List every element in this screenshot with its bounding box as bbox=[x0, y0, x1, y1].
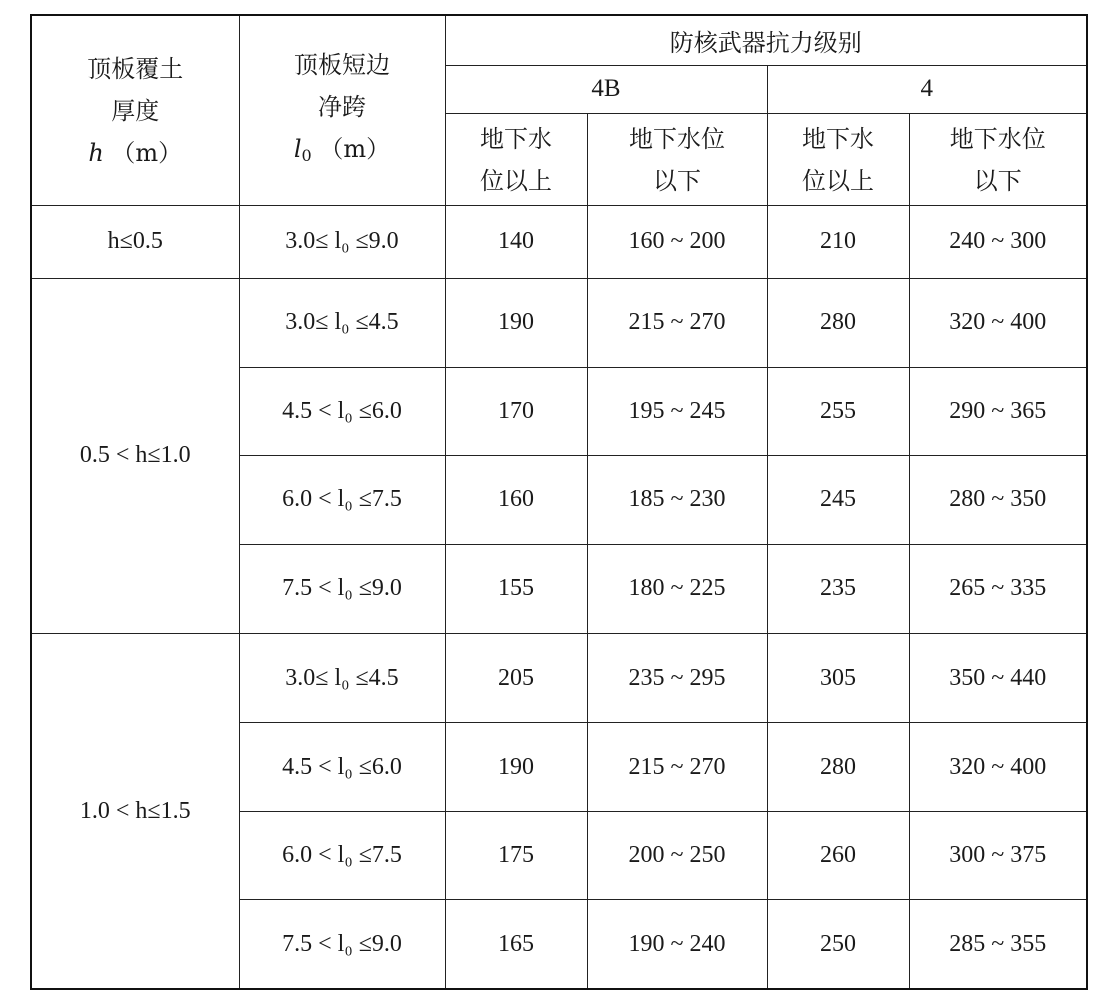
value-cell: 280 bbox=[767, 278, 909, 367]
value-cell: 160 bbox=[445, 456, 587, 544]
cover-thickness-cell: 1.0 < h≤1.5 bbox=[31, 634, 239, 990]
value-cell: 305 bbox=[767, 634, 909, 723]
value-cell: 190 ~ 240 bbox=[587, 900, 767, 989]
value-cell: 290 ~ 365 bbox=[909, 367, 1087, 455]
header-above-water-4: 地下水 位以上 bbox=[767, 113, 909, 205]
header-below-water-4b: 地下水位 以下 bbox=[587, 113, 767, 205]
value-cell: 255 bbox=[767, 367, 909, 455]
span-cell: 7.5 < l₀ ≤9.0 bbox=[239, 544, 445, 633]
value-cell: 265 ~ 335 bbox=[909, 544, 1087, 633]
cover-thickness-cell: h≤0.5 bbox=[31, 206, 239, 278]
value-cell: 200 ~ 250 bbox=[587, 811, 767, 899]
value-cell: 175 bbox=[445, 811, 587, 899]
table-row bbox=[31, 634, 1087, 723]
value-cell: 320 ~ 400 bbox=[909, 723, 1087, 811]
header-level-4b: 4B bbox=[445, 65, 767, 113]
value-cell: 245 bbox=[767, 456, 909, 544]
value-cell: 235 ~ 295 bbox=[587, 634, 767, 723]
span-cell: 3.0≤ l₀ ≤4.5 bbox=[239, 278, 445, 367]
value-cell: 260 bbox=[767, 811, 909, 899]
value-cell: 190 bbox=[445, 723, 587, 811]
value-cell: 210 bbox=[767, 206, 909, 278]
value-cell: 180 ~ 225 bbox=[587, 544, 767, 633]
span-cell: 4.5 < l₀ ≤6.0 bbox=[239, 367, 445, 455]
value-cell: 190 bbox=[445, 278, 587, 367]
span-cell: 6.0 < l₀ ≤7.5 bbox=[239, 456, 445, 544]
value-cell: 195 ~ 245 bbox=[587, 367, 767, 455]
span-cell: 4.5 < l₀ ≤6.0 bbox=[239, 723, 445, 811]
value-cell: 205 bbox=[445, 634, 587, 723]
header-above-water-4b: 地下水 位以上 bbox=[445, 113, 587, 205]
cover-thickness-cell: 0.5 < h≤1.0 bbox=[31, 278, 239, 633]
header-below-water-4: 地下水位 以下 bbox=[909, 113, 1087, 205]
span-cell: 3.0≤ l₀ ≤4.5 bbox=[239, 634, 445, 723]
span-cell: 6.0 < l₀ ≤7.5 bbox=[239, 811, 445, 899]
value-cell: 140 bbox=[445, 206, 587, 278]
value-cell: 250 bbox=[767, 900, 909, 989]
value-cell: 170 bbox=[445, 367, 587, 455]
value-cell: 185 ~ 230 bbox=[587, 456, 767, 544]
table-row bbox=[31, 278, 1087, 367]
table-row bbox=[31, 206, 1087, 278]
span-cell: 3.0≤ l₀ ≤9.0 bbox=[239, 206, 445, 278]
value-cell: 215 ~ 270 bbox=[587, 278, 767, 367]
header-short-span: 顶板短边 净跨 $l_0$ （m） bbox=[239, 15, 445, 206]
value-cell: 155 bbox=[445, 544, 587, 633]
value-cell: 300 ~ 375 bbox=[909, 811, 1087, 899]
header-resistance-group: 防核武器抗力级别 bbox=[445, 15, 1087, 65]
value-cell: 165 bbox=[445, 900, 587, 989]
value-cell: 235 bbox=[767, 544, 909, 633]
span-cell: 7.5 < l₀ ≤9.0 bbox=[239, 900, 445, 989]
header-cover-thickness: 顶板覆土 厚度 h （m） bbox=[31, 15, 239, 206]
header-row-1 bbox=[31, 15, 1087, 65]
value-cell: 350 ~ 440 bbox=[909, 634, 1087, 723]
value-cell: 280 bbox=[767, 723, 909, 811]
value-cell: 280 ~ 350 bbox=[909, 456, 1087, 544]
header-level-4: 4 bbox=[767, 65, 1087, 113]
value-cell: 320 ~ 400 bbox=[909, 278, 1087, 367]
value-cell: 160 ~ 200 bbox=[587, 206, 767, 278]
value-cell: 240 ~ 300 bbox=[909, 206, 1087, 278]
value-cell: 285 ~ 355 bbox=[909, 900, 1087, 989]
value-cell: 215 ~ 270 bbox=[587, 723, 767, 811]
resistance-table bbox=[30, 14, 1088, 990]
